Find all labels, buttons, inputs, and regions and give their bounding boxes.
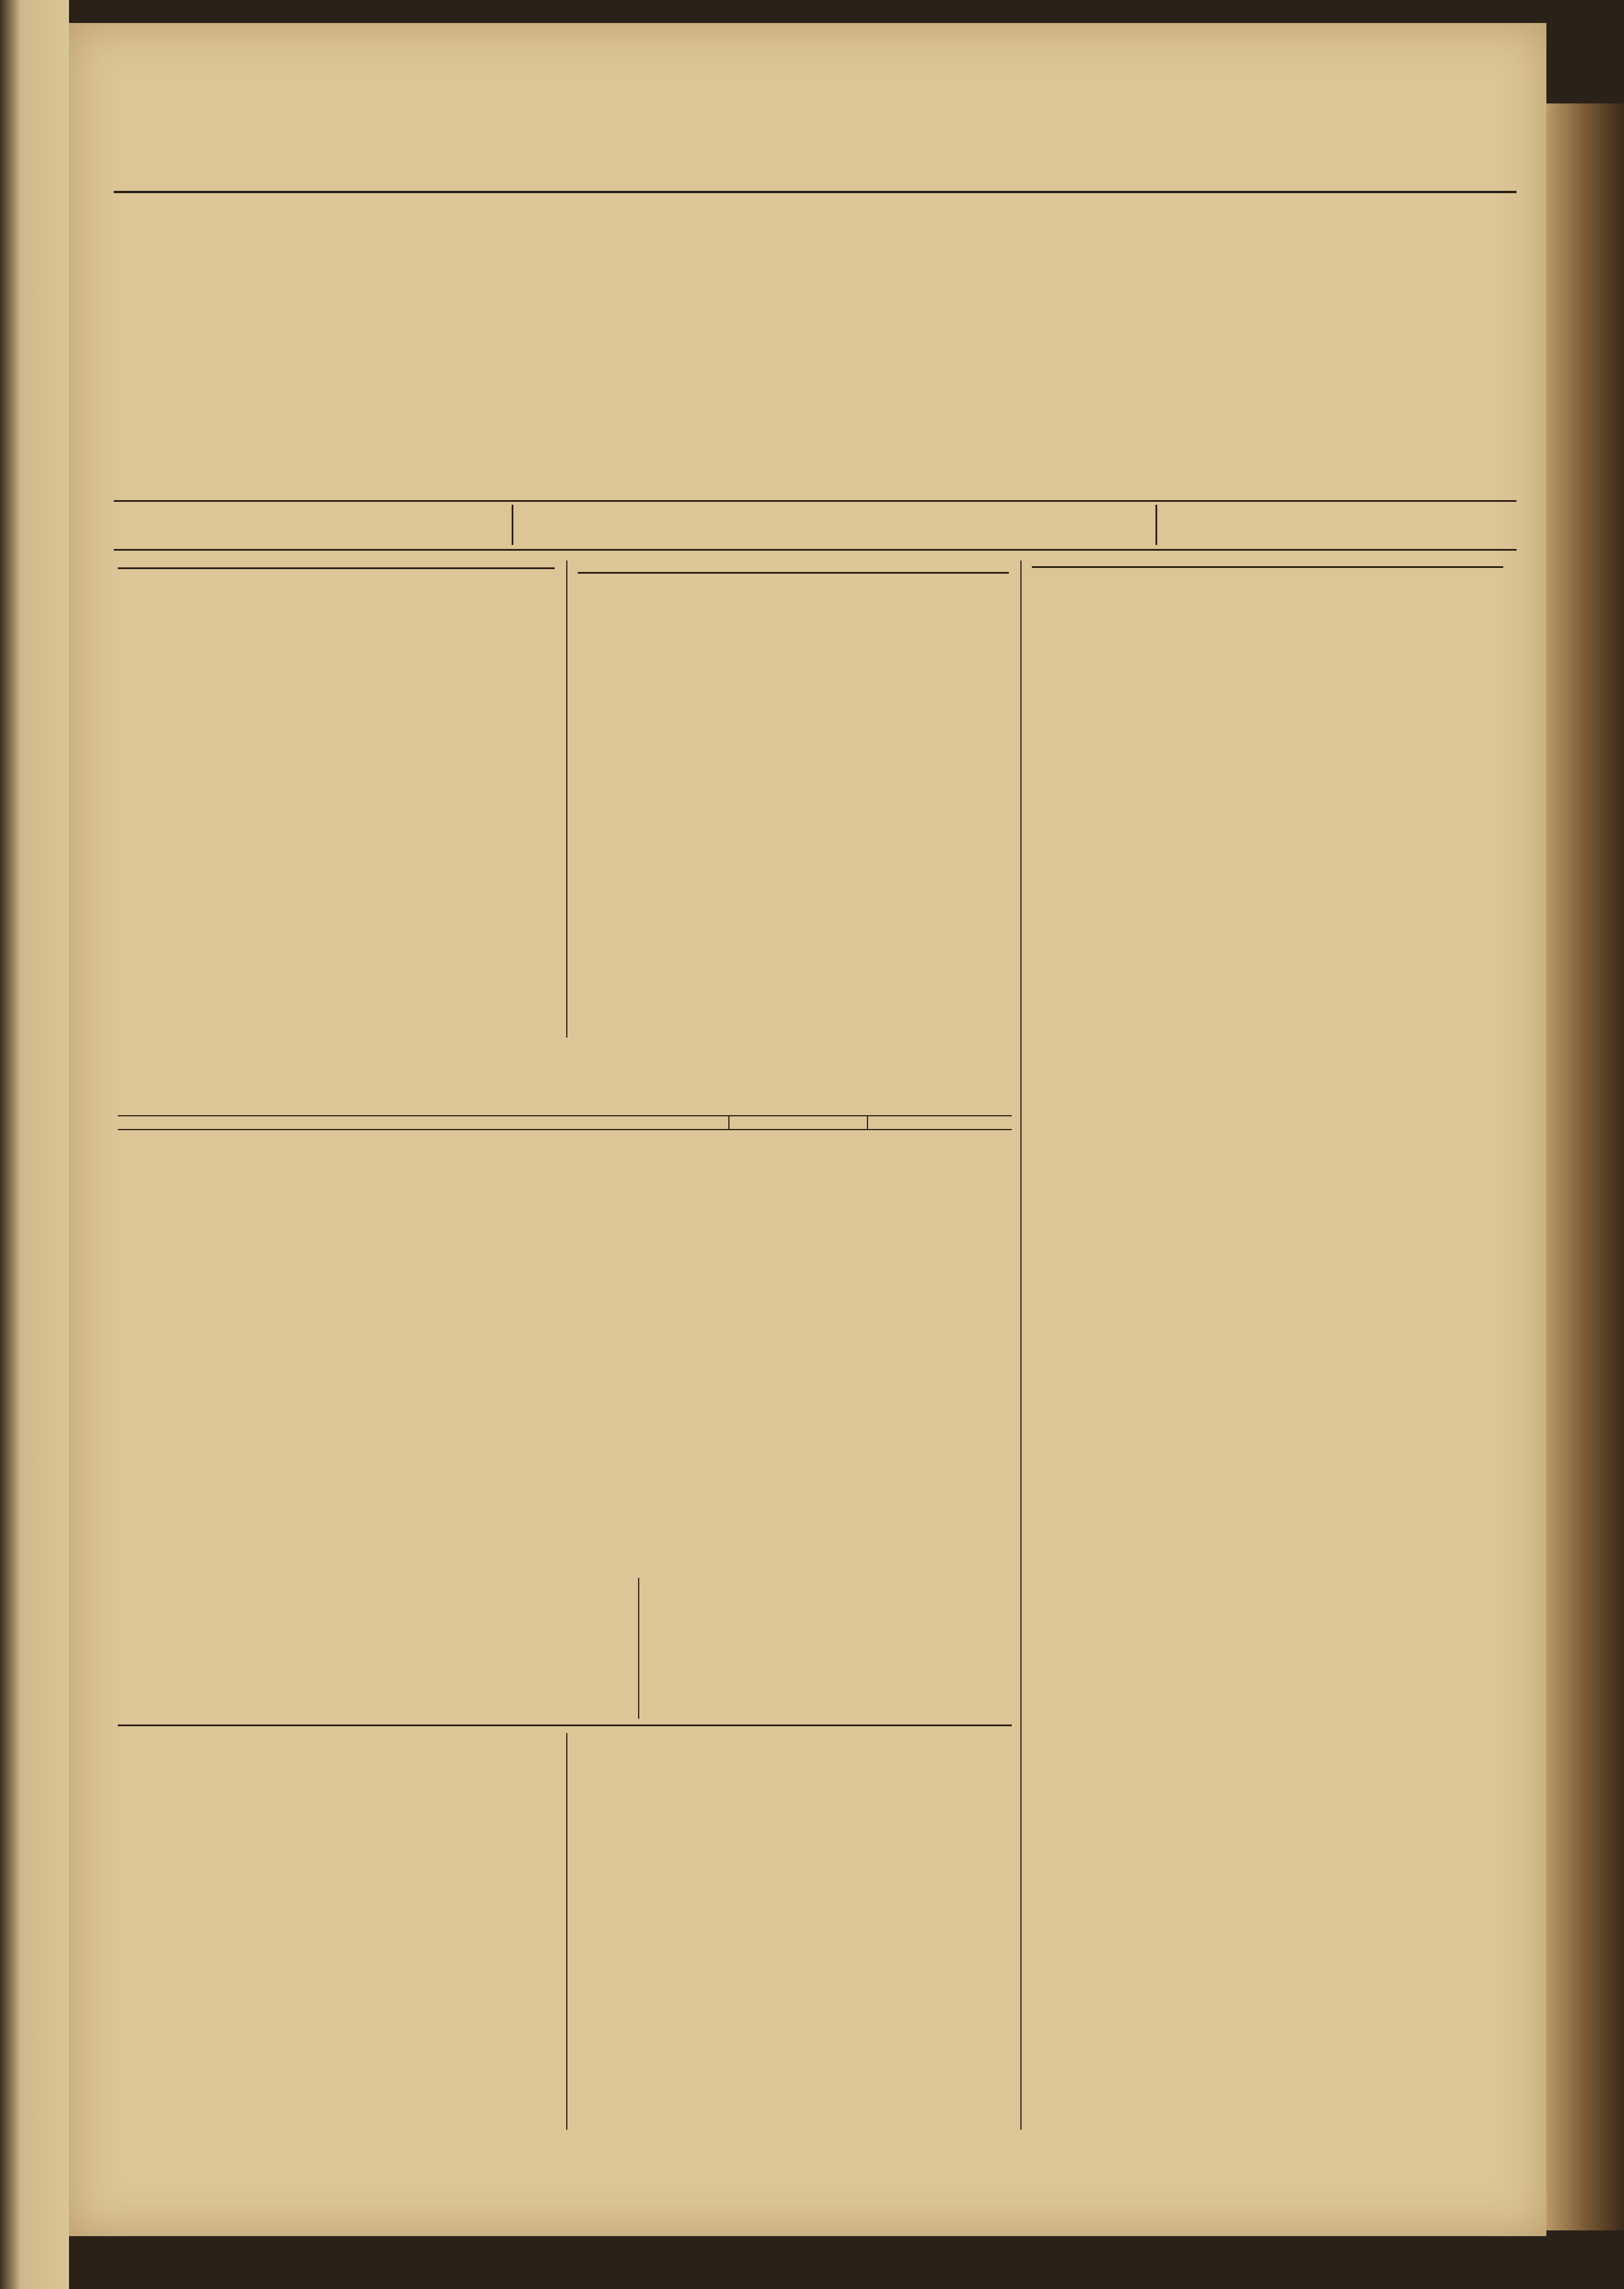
masthead-right-info — [1331, 227, 1503, 235]
bar-divider-left — [512, 505, 513, 545]
bar-divider-right — [1155, 505, 1157, 545]
column-2-upper — [578, 566, 1009, 579]
col-head-pfennig — [867, 1116, 1012, 1130]
newspaper-page — [69, 23, 1546, 2236]
column-3 — [1032, 560, 1503, 570]
tarif-table-wrap — [118, 1115, 1012, 1130]
header-rule — [114, 191, 1516, 193]
masthead-left-info — [109, 227, 259, 235]
book-edge — [1546, 103, 1624, 2230]
sonstige-divider — [638, 1578, 639, 1719]
bar-top-rule — [114, 500, 1516, 502]
column-1-upper — [118, 560, 555, 575]
adjacent-page-strip — [0, 0, 69, 2289]
reich-left — [118, 1733, 555, 1739]
column-rule-1a — [566, 560, 567, 1038]
column-rule-1b — [566, 1733, 567, 2130]
column-rule-2 — [1020, 560, 1022, 2130]
reich-top-rule — [118, 1725, 1012, 1726]
sonstige-right — [650, 1578, 1012, 1584]
tarif-table — [118, 1115, 1012, 1130]
col-head-percent — [729, 1116, 868, 1130]
bar-bottom-rule — [114, 549, 1516, 551]
col-head-classes — [118, 1116, 729, 1130]
